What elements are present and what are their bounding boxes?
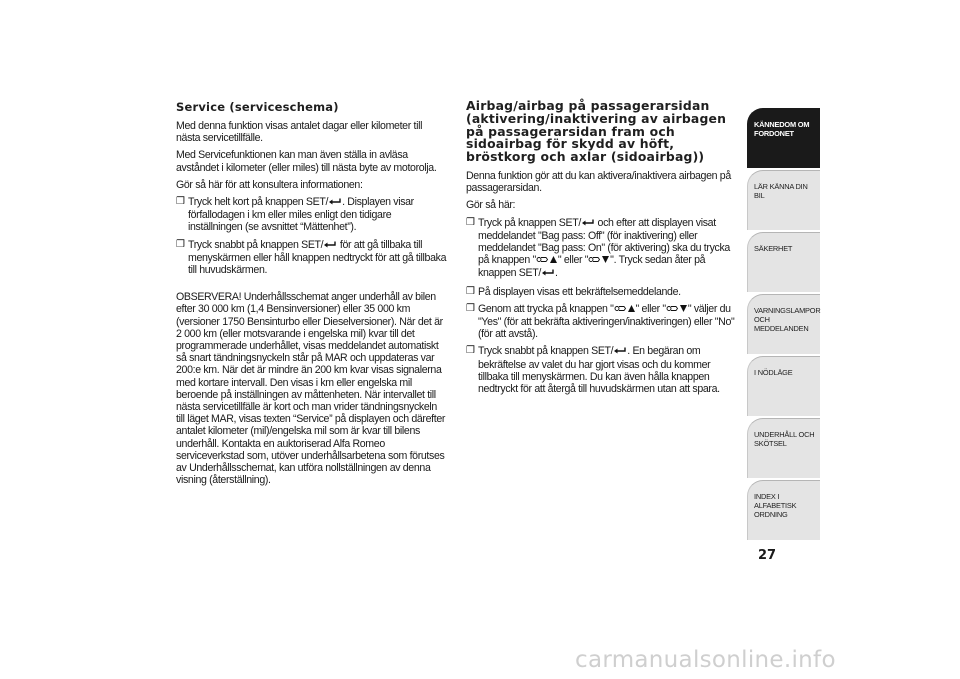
bullet-mark: ❒ xyxy=(176,196,185,208)
airbag-bullet-3: ❒ Genom att trycka på knappen " " eller " " väljer du "Yes" (för att bekräfta aktiveringen/inaktiveringen) eller "No" (för att avstå). xyxy=(466,302,735,341)
service-intro: Med denna funktion visas antalet dagar eller kilometer till nästa servicetillfälle. xyxy=(176,120,423,145)
service-text-2: Med Servicefunktionen kan man även ställa in avläsa avståndet i kilometer (eller miles) till nästa byte av motorolja. xyxy=(176,149,437,174)
up-button-icon xyxy=(614,304,636,316)
page-number: 27 xyxy=(758,548,777,563)
up-button-icon xyxy=(536,255,558,267)
return-arrow-icon xyxy=(541,268,555,280)
bullet-mark: ❒ xyxy=(466,345,475,357)
bullet-mark: ❒ xyxy=(466,285,475,297)
watermark: carmanualsonline.info xyxy=(575,647,836,673)
service-text-3: Gör så här för att konsultera informationen: xyxy=(176,178,363,191)
tab-sakerhet[interactable]: SÄKERHET xyxy=(747,232,820,292)
tab-index[interactable]: INDEX I ALFABETISK ORDNING xyxy=(747,480,820,540)
tab-underhall-och-skotsel[interactable]: UNDERHÅLL OCH SKÖTSEL xyxy=(747,418,820,478)
left-column xyxy=(176,100,448,491)
return-arrow-icon xyxy=(581,218,595,230)
down-button-icon xyxy=(588,255,610,267)
tab-lar-kanna-din-bil[interactable]: LÄR KÄNNA DIN BIL xyxy=(747,170,820,230)
tab-varningslampor[interactable]: VARNINGSLAMPOR OCH MEDDELANDEN xyxy=(747,294,820,354)
return-arrow-icon xyxy=(323,240,337,252)
return-arrow-icon xyxy=(328,197,342,209)
airbag-bullet-1: ❒ Tryck på knappen SET/ och efter att displayen visat meddelandet "Bag pass: Off" (för inaktivering) eller meddelandet "Bag pass: On" (för aktivering) ska du trycka på knappen " " eller " ". Tryck sedan åter på knappen SET/ . xyxy=(466,216,730,280)
tab-i-nodlage[interactable]: I NÖDLÄGE xyxy=(747,356,820,416)
bullet-mark: ❒ xyxy=(466,302,475,314)
airbag-text-2: Gör så här: xyxy=(466,199,516,212)
service-bullet-2: ❒ Tryck snabbt på knappen SET/ för att gå tillbaka till menyskärmen eller håll knappen nedtryckt för att gå tillbaka till huvudskärmen. xyxy=(176,238,447,277)
tab-kannedom-om-fordonet[interactable]: KÄNNEDOM OM FORDONET xyxy=(747,108,820,168)
service-note: OBSERVERA! Underhållsschemat anger underhåll av bilen efter 30 000 km (1,4 Bensinversioner) eller 35 000 km (versioner 1750 Bensinturbo eller Dieselversioner). När det är 2 000 km (eller motsvarande i engelska mil) kvar till det programmerade underhållet, visas meddelandet automatiskt så snart tändningsnyckeln står på MAR och uppdateras var 200:e km. När det är mindre än 200 km kvar visas signalerna med kortare intervall. Den visas i km eller engelska mil beroende på inställningen av måttenheten. När intervallet till nästa servicetillfälle är kort och man vrider tändningsnyckeln till läget MAR, visas texten “Service” på displayen och därefter antalet kilometer (mil)/engelska mil som är kvar till bilens underhåll. Kontakta en auktoriserad Alfa Romeo serviceverkstad som, utöver underhållsarbetena som förutses av Underhållsschemat, kan utföra nollställningen av denna visning (återställning). xyxy=(176,291,446,487)
airbag-bullet-2: ❒ På displayen visas ett bekräftelsemeddelande. xyxy=(466,285,681,298)
down-button-icon xyxy=(666,304,688,316)
airbag-bullet-4: ❒ Tryck snabbt på knappen SET/ . En begäran om bekräftelse av valet du har gjort visas och du kommer tillbaka till menyskärmen. Du kan även hålla knappen nedtryckt för att återgå till huvudskärmen utan att spara. xyxy=(466,345,720,396)
return-arrow-icon xyxy=(613,346,627,358)
airbag-intro: Denna funktion gör att du kan aktivera/inaktivera airbagen på passagerarsidan. xyxy=(466,169,731,195)
airbag-heading: Airbag/airbag på passagerarsidan (aktivering/inaktivering av airbagen på passagerarsidan fram och sidoairbag för skydd av höft, bröstkorg och axlar (sidoairbag)) xyxy=(466,98,727,165)
bullet-mark: ❒ xyxy=(176,238,185,250)
service-bullet-1: ❒ Tryck helt kort på knappen SET/ . Displayen visar förfallodagen i km eller miles enligt den tidigare inställningen (se avsnittet “Mättenhet”). xyxy=(176,196,414,234)
bullet-mark: ❒ xyxy=(466,216,475,228)
service-heading: Service (serviceschema) xyxy=(176,100,339,114)
chapter-tabs xyxy=(747,108,820,542)
right-column xyxy=(466,100,740,400)
